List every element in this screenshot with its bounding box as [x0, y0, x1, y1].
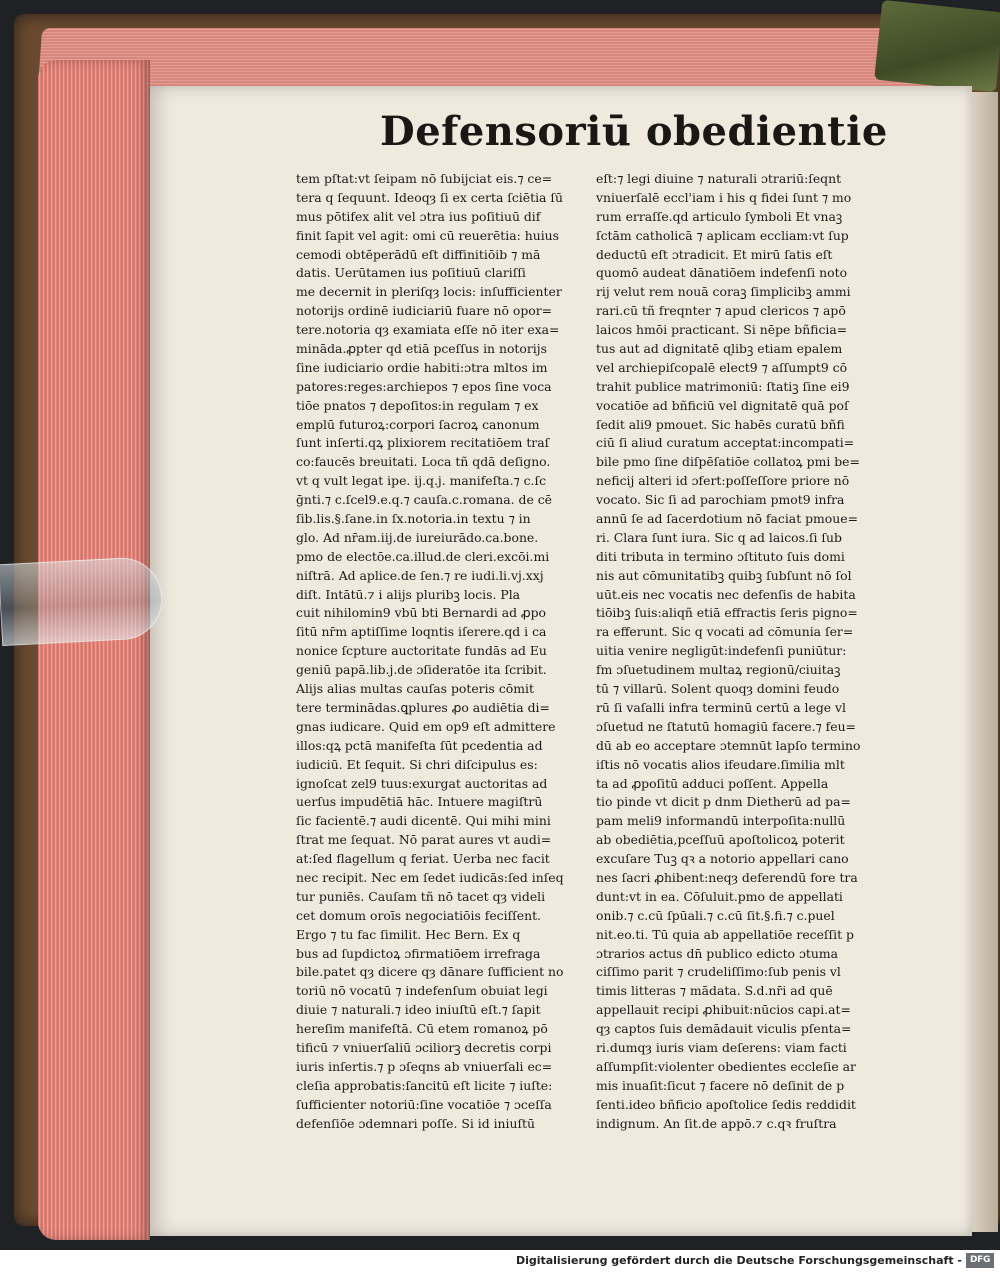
text-line: deductū eſt ɔtradicit. Et mirū ſatis eſt	[596, 246, 833, 262]
text-line: mus pōtifex alit vel ɔtra ius poſitiuū dif	[296, 208, 541, 224]
text-line: ri. Clara ſunt iura. Sic q ad laicos.ſi ſub	[596, 529, 842, 545]
text-line: rari.cū tñ freqnter ⁊ apud clericos ⁊ apō	[596, 303, 846, 319]
text-line: toriū nō vocatū ⁊ indefenſum obuiat legi	[296, 983, 548, 999]
text-line: ſitū nr̄m aptiſſime loqntis iſerere.qd i ca	[296, 624, 547, 640]
text-line: mināda.ꝓpter qd etiā pceſſus in notorijs	[296, 341, 547, 357]
text-line: geniū papā.lib.j.de ɔſideratōe ita ſcribit.	[296, 662, 547, 678]
text-line: ſctām catholicā ⁊ aplicam eccliam:vt ſup	[596, 227, 849, 243]
text-line: uitia venire negligūt:indefenſi puniūtur:	[596, 643, 847, 659]
text-line: defenſiōe ɔdemnari poſſe. Si id iniuſtū	[296, 1115, 536, 1131]
text-line: emplū futuroꝝ:corpori ſacroꝝ canonum	[296, 416, 540, 432]
text-line: dū ab eo acceptare ɔtemnūt lapſo termino	[596, 737, 861, 753]
text-line: ignoſcat zel9 tuus:exurgat auctoritas ad	[296, 775, 548, 791]
bookmark-ribbon	[874, 0, 1000, 92]
text-line: diſt. Intātū.⁊ i alijs pluribꝫ locis. Pla	[296, 586, 521, 602]
text-line: fm ɔſuetudinem multaꝝ regionū/ciuitaꝫ	[596, 662, 841, 678]
text-line: at:ſed flagellum q feriat. Uerba nec facit	[296, 851, 550, 867]
text-line: eſt:⁊ legi diuine ⁊ naturali ɔtrariū:ſeqnt	[596, 171, 842, 186]
text-line: hereſim manifeſtā. Cū etem romanoꝝ pō	[296, 1021, 548, 1037]
text-line: Alijs alias multas cauſas poteris cōmit	[296, 681, 534, 697]
text-line: ſunt inſerti.qꝝ plixiorem recitatiōem traſ	[296, 435, 550, 451]
text-line: iuris inſertis.⁊ p ɔſeqns ab vniuerſali ec=	[296, 1058, 553, 1074]
text-line: rij velut rem nouā coraꝫ ſimplicibꝫ ammi	[596, 284, 851, 300]
text-line: vt q vult legat ipe. ij.q.j. manifeſta.⁊ c.ſc	[296, 473, 547, 489]
text-line: vel archiepiſcopalē elect9 ⁊ aſſumpt9 cō	[596, 359, 848, 375]
text-line: tera q ſequunt. Ideoqȝ ſi ex certa ſciētia ſū	[296, 189, 563, 205]
text-line: cleſia approbatis:ſancitū eſt licite ⁊ iuſte:	[296, 1077, 553, 1093]
text-line: cuit nihilomin9 vbū bti Bernardi ad ꝓpo	[296, 605, 547, 621]
text-line: co:faucēs breuitati. Loca tñ qdā deſigno.	[296, 454, 551, 470]
text-line: pmo de electōe.ca.illud.de cleri.excōi.mi	[296, 548, 550, 564]
text-line: diti tributa in termino ɔſtituto ſuis domi	[596, 548, 845, 564]
text-line: ḡnti.⁊ c.ſcel9.e.q.⁊ cauſa.c.romana. de cē	[296, 492, 552, 508]
text-line: cemodi obtēperādū eſt diffinitiōib ⁊ mā	[296, 246, 541, 262]
text-line: rū ſi vaſalli infra terminū certū a lege vl	[596, 699, 847, 715]
text-line: nonice ſcpture auctoritate fundās ad Eu	[296, 643, 547, 659]
text-line: datis. Uerūtamen ius poſitiuū clariſſi	[296, 265, 526, 281]
text-column-right	[596, 170, 894, 1133]
text-line: neficij alteri id ɔfert:poſſeſſore priore nō	[596, 473, 850, 489]
text-line: ciſſimo parit ⁊ crudeliſſimo:ſub penis vl	[596, 964, 841, 980]
text-line: onib.⁊ c.cū ſpūali.⁊ c.cū ſit.§.fi.⁊ c.puel	[596, 907, 835, 923]
text-line: ciū ſi aliud curatum acceptat:incompati=	[596, 435, 855, 451]
text-line: tere.notoria qȝ examiata eſſe nō iter exa=	[296, 322, 560, 338]
page-right-edge	[972, 92, 998, 1232]
text-line: appellauit recipi ꝓhibuit:nūcios capi.at=	[596, 1002, 851, 1018]
book-top-edge	[38, 28, 992, 90]
text-line: iſtis nō vocatis alios ifeudare.ſimilia mlt	[596, 756, 845, 772]
text-line: patores:reges:archiepos ⁊ epos ſine voca	[296, 378, 552, 394]
running-title: Defensoriū obedientie	[380, 108, 888, 155]
funding-credit: Digitalisierung gefördert durch die Deutsche Forschungsgemeinschaft -	[515, 1254, 962, 1267]
page-fore-edge	[38, 60, 150, 1240]
text-line: tiōe pnatos ⁊ depoſitos:in regulam ⁊ ex	[296, 397, 539, 413]
text-line: ſib.lis.§.ſane.in ſx.notoria.in textu ⁊ in	[296, 511, 531, 527]
text-line: ta ad ꝓpoſitū adduci poſſent. Appella	[596, 775, 829, 791]
text-line: ɔtrarios actus dn̄ publico edicto ɔtuma	[596, 945, 838, 961]
text-line: nes ſacri ꝓhibent:neqȝ deferendū fore tra	[596, 869, 858, 885]
text-line: ri.dumqȝ iuris viam deſerens: viam facti	[596, 1039, 847, 1055]
text-line: tificū ⁊ vniuerſaliū ɔciliorꝫ decretis corpi	[296, 1039, 552, 1055]
text-line: ſufficienter notoriū:ſine vocatiōe ⁊ ɔceſſa	[296, 1096, 552, 1112]
text-line: tū ⁊ villarū. Solent quoqȝ domini feudo	[596, 681, 840, 697]
glass-page-clamp	[0, 556, 164, 646]
text-line: me decernit in pleriſqȝ locis: inſufficienter	[296, 284, 562, 300]
text-line: ɔſuetud ne ſtatutū homagiū facere.⁊ feu=	[596, 718, 856, 734]
text-line: tus aut ad dignitatē ɋlibꝫ etiam epalem	[596, 341, 843, 357]
text-column-left	[296, 170, 594, 1133]
text-line: tur puniēs. Cauſam tñ nō tacet qȝ videli	[296, 888, 546, 904]
text-line: pam meli9 informandū interpoſita:nullū	[596, 813, 846, 829]
text-line: ſic facientē.⁊ audi dicentē. Qui mihi mini	[296, 813, 551, 829]
text-line: vocatiōe ad bñficiū vel dignitatē quā poſ	[596, 397, 849, 413]
text-line: ſtrat me ſequat. Nō parat aures vt audi=	[296, 832, 552, 848]
footer-bar	[0, 1250, 1000, 1272]
text-line: timis litteras ⁊ mādata. S.d.nr̄i ad quē	[596, 983, 833, 999]
text-line: gnas iudicare. Quid em op9 eſt admittere	[296, 718, 556, 734]
text-line: quomō audeat dānatiōem indefenſi noto	[596, 265, 848, 281]
text-line: rum erraſſe.qd articulo ſymboli Et vnaꝫ	[596, 208, 843, 224]
text-line: tere terminādas.ꝗplures ꝓo audiētia di=	[296, 699, 550, 715]
text-line: notorijs ordinē iudiciariū fuare nō opor=	[296, 303, 553, 319]
text-line: Ergo ⁊ tu fac ſimilit. Hec Bern. Ex q	[296, 926, 521, 942]
text-line: finit ſapit vel agit: omi cū reuerētia: huius	[296, 227, 560, 243]
text-line: bile pmo ſine diſpēſatiōe collatoꝝ pmi be=	[596, 454, 860, 470]
text-line: aſſumpſit:violenter obedientes eccleſie ar	[596, 1058, 856, 1074]
text-line: vocato. Sic ſi ad parochiam pmot9 infra	[596, 492, 845, 508]
text-line: annū ſe ad ſacerdotium nō faciat pmoue=	[596, 511, 858, 527]
text-line: ra efferunt. Sic q vocati ad cōmunia ſer=	[596, 624, 854, 640]
text-line: mis inuaſit:ſicut ⁊ facere nō deſinit de p	[596, 1077, 845, 1093]
text-line: bile.patet qȝ dicere qȝ dānare ſufficient no	[296, 964, 564, 980]
text-line: tiōibꝫ ſuis:aliqñ etiā effractis ſeris pigno=	[596, 605, 858, 621]
text-line: ſine iudiciario ordie habiti:ɔtra mltos im	[296, 359, 548, 375]
text-line: uūt.eis nec vocatis nec defenſis de habita	[596, 586, 856, 602]
text-line: illos:qꝝ pctā manifeſta ſūt pcedentia ad	[296, 737, 543, 753]
text-line: niſtrā. Ad aplice.de ſen.⁊ re iudi.li.vj.xxj	[296, 567, 544, 583]
text-line: tem pſtat:vt ſeipam nō ſubijciat eis.⁊ ce=	[296, 171, 553, 186]
text-line: iudiciū. Et ſequit. Si chri diſcipulus es:	[296, 756, 538, 772]
text-line: glo. Ad nr̄am.iij.de iureiurādo.ca.bone.	[296, 529, 539, 545]
text-line: nec recipit. Nec em ſedet iudicās:ſed inſeq	[296, 869, 564, 885]
text-line: laicos hmōi practicant. Si nēpe bñficia=	[596, 322, 848, 338]
text-line: nit.eo.ti. Tū quia ab appellatiōe receſſit p	[596, 926, 854, 942]
text-line: ab obediētia,pceſſuū apoſtolicoꝝ poterit	[596, 832, 845, 848]
text-line: bus ad ſupdictoꝝ ɔfirmatiōem irrefraga	[296, 945, 541, 961]
text-line: vniuerſalē eccl'iam i his q fidei ſunt ⁊ mo	[596, 189, 852, 205]
text-line: dunt:vt in ea. Cōſuluit.pmo de appellati	[596, 888, 843, 904]
text-line: uerſus impudētiā hāc. Intuere magiſtrū	[296, 794, 543, 810]
text-line: trahit publice matrimoniū: ſtatiꝫ ſine ei9	[596, 378, 850, 394]
text-line: diuie ⁊ naturali.⁊ ideo iniuſtū eſt.⁊ ſapit	[296, 1002, 541, 1018]
text-line: indignum. An ſit.de appō.⁊ c.qꝛ fruſtra	[596, 1115, 837, 1131]
dfg-logo: DFG	[966, 1253, 994, 1268]
text-line: ſenti.ideo bñficio apoſtolice ſedis reddidit	[596, 1096, 856, 1112]
text-line: ſedit ali9 pmouet. Sic habēs curatū bñfi	[596, 416, 845, 432]
text-line: excuſare Tuꝫ qꝛ a notorio appellari cano	[596, 851, 849, 867]
text-line: cet domum oroīs negociatiōis feciſſent.	[296, 907, 541, 923]
text-line: tio pinde vt dicit p dnm Dietherū ad pa=	[596, 794, 851, 810]
text-line: qȝ captos ſuis demādauit viculis pſenta=	[596, 1021, 852, 1037]
text-line: nis aut cōmunitatibꝫ quibꝫ ſubſunt nō ſol	[596, 567, 852, 583]
